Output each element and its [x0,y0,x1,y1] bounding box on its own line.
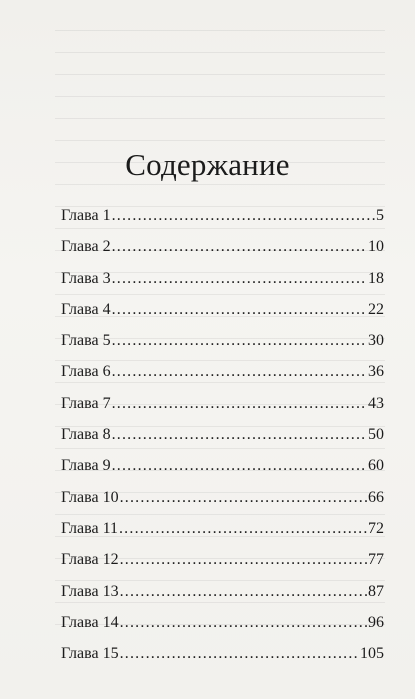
toc-entry-page-number: 87 [368,582,384,600]
toc-entry-label: Глава 8 [61,426,111,444]
toc-entry[interactable] [61,551,384,582]
toc-entry-label: Глава 4 [61,300,111,318]
toc-entry-label: Глава 11 [61,519,118,537]
toc-entry[interactable] [61,363,384,394]
dot-leader [112,207,375,225]
toc-entry-label: Глава 2 [61,238,111,256]
dot-leader [112,238,367,256]
toc-entry-page-number: 10 [368,238,384,256]
toc-entry-label: Глава 13 [61,582,119,600]
toc-entry-page-number: 77 [368,551,384,569]
toc-entry-label: Глава 9 [61,457,111,475]
toc-entry-label: Глава 12 [61,551,119,569]
toc-entry-page-number: 22 [368,300,384,318]
toc-entry-page-number: 96 [368,613,384,631]
toc-entry-label: Глава 3 [61,269,111,287]
toc-list [61,207,384,676]
dot-leader [112,332,367,350]
toc-entry[interactable] [61,520,384,551]
toc-entry[interactable] [61,583,384,614]
toc-entry-page-number: 18 [368,269,384,287]
toc-entry[interactable] [61,238,384,269]
toc-entry[interactable] [61,332,384,363]
toc-entry-label: Глава 1 [61,207,111,224]
toc-entry[interactable] [61,645,384,676]
toc-entry[interactable] [61,270,384,301]
toc-entry[interactable] [61,207,384,238]
toc-entry-label: Глава 6 [61,363,111,381]
dot-leader [120,583,367,601]
dot-leader [112,457,367,475]
toc-entry-page-number: 60 [368,457,384,475]
toc-entry[interactable] [61,301,384,332]
dot-leader [112,301,367,319]
toc-entry-page-number: 105 [360,645,384,663]
toc-entry[interactable] [61,614,384,645]
toc-entry-page-number: 50 [368,426,384,444]
dot-leader [112,395,367,413]
dot-leader [112,426,367,444]
toc-entry-label: Глава 10 [61,488,119,506]
dot-leader [120,551,367,569]
toc-entry[interactable] [61,426,384,457]
toc-entry-page-number: 36 [368,363,384,381]
toc-entry-label: Глава 15 [61,645,119,663]
toc-title: Содержание [125,147,290,182]
toc-entry[interactable] [61,489,384,520]
dot-leader [112,363,367,381]
toc-entry-page-number: 66 [368,488,384,506]
dot-leader [112,270,367,288]
toc-entry-label: Глава 5 [61,332,111,350]
dot-leader [120,614,367,632]
dot-leader [120,489,367,507]
dot-leader [120,645,359,663]
toc-entry-label: Глава 14 [61,613,119,631]
toc-entry[interactable] [61,395,384,426]
toc-entry[interactable] [61,457,384,488]
toc-entry-page-number: 43 [368,394,384,412]
toc-entry-label: Глава 7 [61,394,111,412]
toc-entry-page-number: 5 [376,207,384,224]
dot-leader [119,520,367,538]
toc-entry-page-number: 30 [368,332,384,350]
toc-entry-page-number: 72 [368,519,384,537]
